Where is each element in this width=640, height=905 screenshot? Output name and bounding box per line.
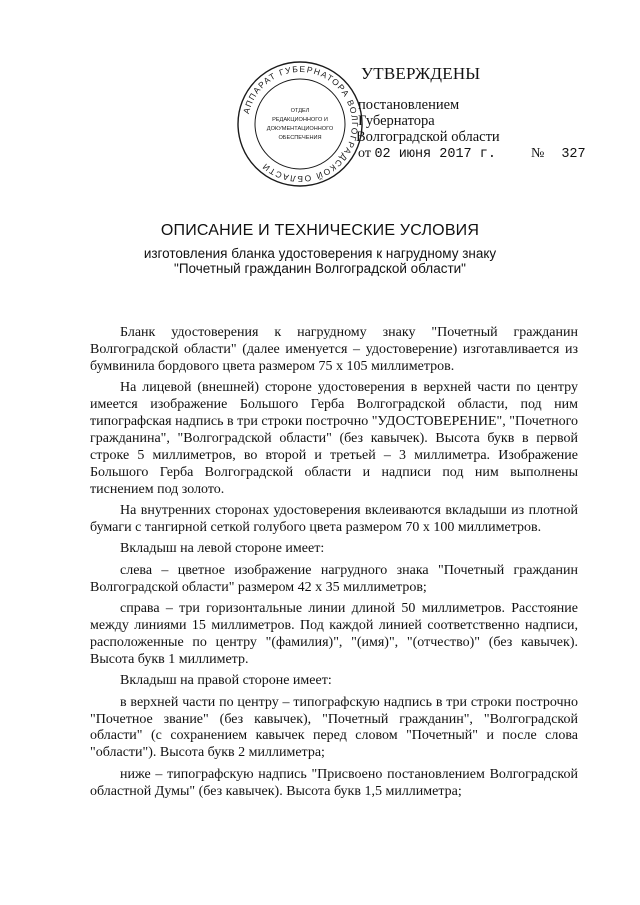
paragraph-3: На внутренних сторонах удостоверения вклеиваются вкладыши из плотной бумаги с тангирной сеткой голубого цвета размером 70 x 100 миллиметров. (90, 503, 578, 535)
subtitle-line-2: "Почетный гражданин Волгоградской области" (174, 261, 466, 276)
official-stamp (236, 60, 364, 188)
paragraph-9: ниже – типографскую надпись "Присвоено постановлением Волгоградской областной Думы" (без кавычек). Высота букв 1,5 миллиметра; (90, 766, 578, 799)
stamp-ring-text: АППАРАТ ГУБЕРНАТОРА ВОЛГОГРАДСКОЙ ОБЛАСТИ (241, 63, 361, 185)
paragraph-7: Вкладыш на правой стороне имеет: (120, 673, 332, 689)
stamp-line-3: ДОКУМЕНТАЦИОННОГО (266, 126, 334, 132)
decree-date: 02 июня 2017 г. (374, 147, 496, 162)
document-title: ОПИСАНИЕ И ТЕХНИЧЕСКИЕ УСЛОВИЯ (160, 222, 480, 239)
decree-date-prefix: от (358, 146, 371, 161)
approval-line-1: постановлением (358, 97, 460, 113)
paragraph-1: Бланк удостоверения к нагрудному знаку "Почетный гражданин Волгоградской области" (далее именуется – удостоверение) изготавливается из бумвинила бордового цвета размером 75 x 105 миллиметров. (90, 325, 578, 374)
stamp-line-4: ОБЕСПЕЧЕНИЯ (278, 135, 322, 141)
approval-line-2: Губернатора (358, 113, 435, 129)
stamp-line-2: РЕДАКЦИОННОГО И (272, 117, 328, 123)
approval-title: УТВЕРЖДЕНЫ (361, 64, 481, 83)
paragraph-4: Вкладыш на левой стороне имеет: (120, 541, 325, 557)
document-subtitle (0, 246, 640, 276)
stamp-line-1: ОТДЕЛ (290, 108, 310, 114)
paragraph-8: в верхней части по центру – типографскую надпись в три строки построчно "Почетное звание" (без кавычек), "Почетный гражданин", "Волгоградской области" (с сохранением кавычек перед словом "Почетный" и после слова "области"). Высота букв 2 миллиметра; (90, 694, 578, 761)
paragraph-5: слева – цветное изображение нагрудного знака "Почетный гражданин Волгоградской области" размером 42 x 35 миллиметров; (90, 562, 578, 595)
decree-number: 327 (561, 147, 586, 162)
approval-line-3: Волгоградской области (356, 129, 500, 145)
paragraph-2: На лицевой (внешней) стороне удостоверения в верхней части по центру имеется изображение Большого Герба Волгоградской области, под ним типографская надпись в три строки построчно "УДОСТОВЕРЕНИЕ", "Почетного гражданина", "Волгоградской области" (без кавычек). Высота букв в первой строке 5 миллиметров, во второй и третьей – 3 миллиметра. Изображение Большого Герба Волгоградской области и надписи под ним выполнены тиснением под золото. (90, 380, 578, 497)
paragraph-6: справа – три горизонтальные линии длиной 50 миллиметров. Расстояние между линиями 15 миллиметров. Под каждой линией соответственно надписи, расположенные по центру "(фамилия)", "(имя)", "(отчество)" (без кавычек). Высота букв 1 миллиметр. (90, 601, 578, 667)
document-body (90, 325, 578, 805)
decree-number-sign: № (530, 146, 545, 161)
subtitle-line-1: изготовления бланка удостоверения к нагрудному знаку (143, 246, 497, 261)
decree-reference (358, 146, 586, 162)
